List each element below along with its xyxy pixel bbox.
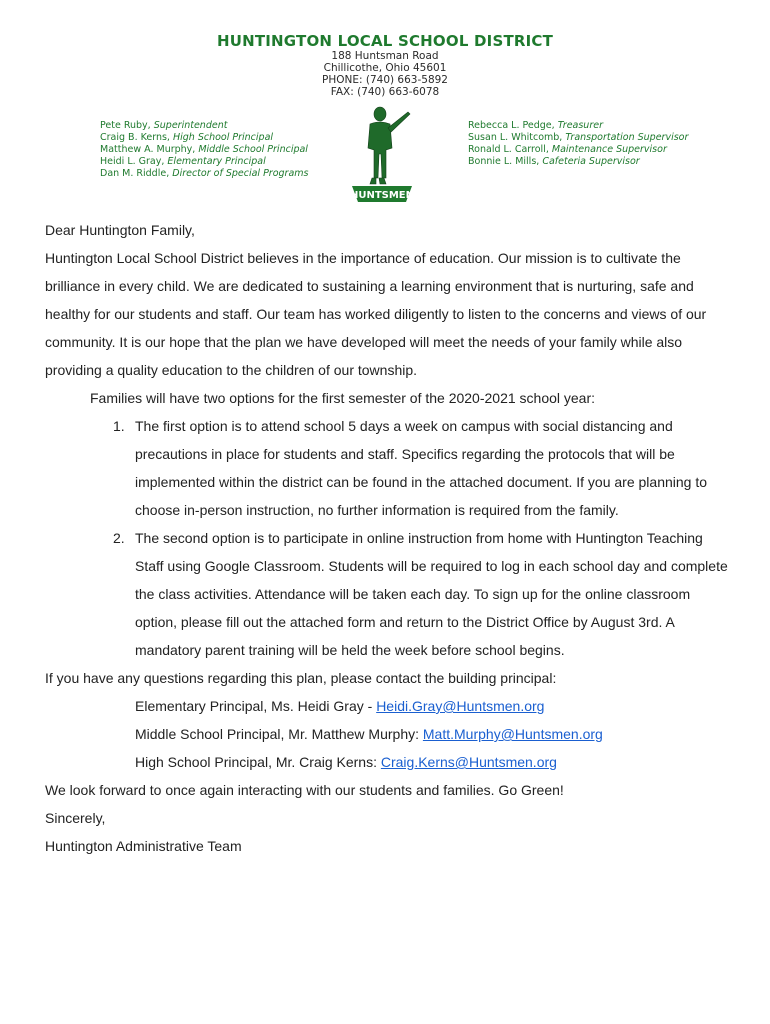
- address-fax: FAX: (740) 663-6078: [330, 86, 440, 98]
- contact-label: Middle School Principal, Mr. Matthew Murphy:: [135, 726, 423, 742]
- signoff: Sincerely,: [45, 810, 106, 826]
- logo-body-shape: [368, 122, 392, 178]
- staff-list-left: [100, 120, 308, 180]
- staff-title: Superintendent: [153, 120, 228, 131]
- staff-row: [100, 144, 308, 156]
- option-item: [45, 412, 735, 524]
- logo-boots-shape: [370, 178, 386, 184]
- staff-title: Middle School Principal: [198, 144, 308, 155]
- contact-label: High School Principal, Mr. Craig Kerns:: [135, 754, 381, 770]
- email-link-craig-kerns[interactable]: Craig.Kerns@Huntsmen.org: [380, 754, 557, 770]
- staff-title: Director of Special Programs: [172, 168, 309, 179]
- contact-high-school: [45, 748, 735, 776]
- option-number: 2.: [113, 530, 125, 546]
- staff-name: Susan L. Whitcomb,: [468, 132, 563, 143]
- district-address: [300, 50, 470, 98]
- questions-line: If you have any questions regarding this plan, please contact the building principal:: [45, 670, 557, 686]
- staff-name: Ronald L. Carroll,: [468, 144, 549, 155]
- option-text: The first option is to attend school 5 days a week on campus with social distancing and precautions in place for students and staff. Specifics regarding the protocols that will be implemented within the district can be found in the attached document. If you are planning to choose in-person instruction, no further information is required from the family.: [135, 418, 708, 518]
- closing-line: We look forward to once again interacting with our students and families. Go Green!: [45, 782, 564, 798]
- staff-name: Craig B. Kerns,: [100, 132, 170, 143]
- intro-paragraph: Huntington Local School District believes in the importance of education. Our mission is to cultivate the brilliance in every child. We are dedicated to sustaining a learning environment that is nurturing, safe and healthy for our students and staff. Our team has worked diligently to listen to the concerns and views of our community. It is our hope that the plan we have developed will meet the needs of your family while also providing a quality education to the children of our township.: [45, 250, 707, 378]
- staff-row: [100, 156, 308, 168]
- staff-row: [100, 120, 308, 132]
- contact-elementary: [45, 692, 735, 720]
- district-title: HUNTINGTON LOCAL SCHOOL DISTRICT: [216, 32, 554, 50]
- staff-name: Matthew A. Murphy,: [100, 144, 196, 155]
- greeting: Dear Huntington Family,: [45, 222, 195, 238]
- logo-text: HUNTSMEN: [349, 190, 415, 201]
- options-intro: Families will have two options for the first semester of the 2020-2021 school year:: [90, 390, 596, 406]
- email-link-heidi-gray[interactable]: Heidi.Gray@Huntsmen.org: [376, 698, 545, 714]
- option-item: [45, 524, 735, 664]
- staff-title: Cafeteria Supervisor: [542, 156, 640, 167]
- staff-name: Dan M. Riddle,: [100, 168, 170, 179]
- staff-row: [468, 144, 688, 156]
- email-link-matt-murphy[interactable]: Matt.Murphy@Huntsmen.org: [422, 726, 603, 742]
- staff-row: [468, 120, 688, 132]
- staff-name: Bonnie L. Mills,: [468, 156, 540, 167]
- staff-name: Rebecca L. Pedge,: [468, 120, 555, 131]
- staff-title: Maintenance Supervisor: [551, 144, 667, 155]
- logo-head-shape: [374, 107, 386, 121]
- staff-name: Heidi L. Gray,: [100, 156, 165, 167]
- address-phone: PHONE: (740) 663-5892: [322, 74, 448, 86]
- letterhead: [0, 0, 770, 210]
- contact-label: Elementary Principal, Ms. Heidi Gray -: [135, 698, 377, 714]
- staff-list-right: [468, 120, 688, 168]
- logo-rifle-shape: [388, 112, 410, 132]
- options-list: [45, 412, 735, 664]
- huntsmen-logo: [346, 102, 418, 206]
- staff-title: High School Principal: [172, 132, 274, 143]
- signature: Huntington Administrative Team: [45, 838, 242, 854]
- staff-row: [468, 156, 688, 168]
- staff-title: Elementary Principal: [167, 156, 266, 167]
- staff-title: Transportation Supervisor: [565, 132, 689, 143]
- address-city: Chillicothe, Ohio 45601: [323, 62, 447, 74]
- staff-row: [100, 168, 308, 180]
- staff-row: [468, 132, 688, 144]
- option-text: The second option is to participate in online instruction from home with Huntington Teaching Staff using Google Classroom. Students will be required to log in each school day and complete the class activities. Attendance will be taken each day. To sign up for the online classroom option, please fill out the attached form and return to the District Office by August 3rd. A mandatory parent training will be held the week before school begins.: [135, 530, 728, 658]
- contact-middle-school: [45, 720, 735, 748]
- staff-name: Pete Ruby,: [100, 120, 151, 131]
- option-number: 1.: [113, 418, 125, 434]
- staff-row: [100, 132, 308, 144]
- letter-body: [45, 216, 735, 860]
- address-street: 188 Huntsman Road: [331, 50, 439, 62]
- staff-title: Treasurer: [557, 120, 603, 131]
